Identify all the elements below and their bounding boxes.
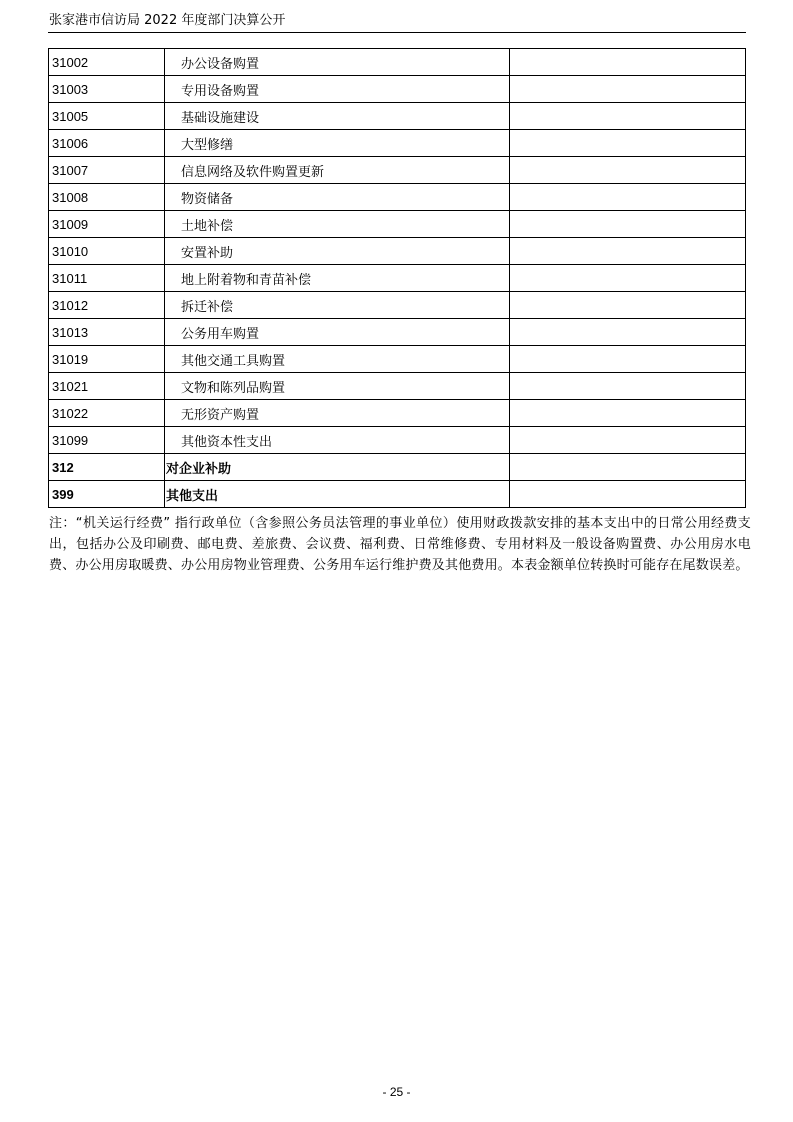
row-code-cell: 31008 bbox=[49, 184, 165, 211]
table-footnote: 注：“机关运行经费” 指行政单位（含参照公务员法管理的事业单位）使用财政拨款安排的基本支出中的日常公用经费支出，包括办公及印刷费、邮电费、差旅费、会议费、福利费、日常维修费、专用材料及一般设备购置费、办公用房水电费、办公用房取暖费、办公用房物业管理费、公务用车运行维护费及其他费用。本表金额单位转换时可能存在尾数误差。 bbox=[49, 516, 751, 573]
row-value-cell bbox=[510, 184, 746, 211]
table-row bbox=[49, 400, 746, 427]
row-code-cell: 31005 bbox=[49, 103, 165, 130]
table-row bbox=[49, 292, 746, 319]
row-code-cell: 31022 bbox=[49, 400, 165, 427]
row-code-cell: 31002 bbox=[49, 49, 165, 76]
row-code-cell: 31003 bbox=[49, 76, 165, 103]
row-name-cell: 公务用车购置 bbox=[165, 319, 510, 346]
row-code-cell: 31010 bbox=[49, 238, 165, 265]
row-name-cell: 安置补助 bbox=[165, 238, 510, 265]
row-value-cell bbox=[510, 238, 746, 265]
table-row bbox=[49, 157, 746, 184]
table-row bbox=[49, 76, 746, 103]
row-code-cell: 31009 bbox=[49, 211, 165, 238]
row-value-cell bbox=[510, 346, 746, 373]
row-value-cell bbox=[510, 400, 746, 427]
row-code-cell: 31006 bbox=[49, 130, 165, 157]
row-value-cell bbox=[510, 157, 746, 184]
table-body bbox=[49, 49, 746, 508]
row-code-cell: 31012 bbox=[49, 292, 165, 319]
row-name-cell: 其他交通工具购置 bbox=[165, 346, 510, 373]
row-code-cell: 31099 bbox=[49, 427, 165, 454]
table-row bbox=[49, 427, 746, 454]
table-row bbox=[49, 373, 746, 400]
row-name-cell: 无形资产购置 bbox=[165, 400, 510, 427]
table-row bbox=[49, 103, 746, 130]
table-row bbox=[49, 481, 746, 508]
row-value-cell bbox=[510, 427, 746, 454]
row-code-cell: 31013 bbox=[49, 319, 165, 346]
table-row bbox=[49, 49, 746, 76]
table-row bbox=[49, 211, 746, 238]
table-row bbox=[49, 184, 746, 211]
row-code-cell: 399 bbox=[49, 481, 165, 508]
row-value-cell bbox=[510, 319, 746, 346]
row-value-cell bbox=[510, 49, 746, 76]
row-value-cell bbox=[510, 130, 746, 157]
table-row bbox=[49, 346, 746, 373]
row-name-cell: 办公设备购置 bbox=[165, 49, 510, 76]
table-row bbox=[49, 319, 746, 346]
row-code-cell: 31011 bbox=[49, 265, 165, 292]
row-name-cell: 大型修缮 bbox=[165, 130, 510, 157]
row-value-cell bbox=[510, 373, 746, 400]
row-value-cell bbox=[510, 292, 746, 319]
row-value-cell bbox=[510, 454, 746, 481]
row-code-cell: 31021 bbox=[49, 373, 165, 400]
row-name-cell: 其他资本性支出 bbox=[165, 427, 510, 454]
row-value-cell bbox=[510, 103, 746, 130]
row-name-cell: 基础设施建设 bbox=[165, 103, 510, 130]
row-name-cell: 文物和陈列品购置 bbox=[165, 373, 510, 400]
row-value-cell bbox=[510, 265, 746, 292]
row-name-cell: 其他支出 bbox=[165, 481, 510, 508]
row-value-cell bbox=[510, 481, 746, 508]
row-name-cell: 地上附着物和青苗补偿 bbox=[165, 265, 510, 292]
expenditure-table bbox=[48, 48, 746, 508]
row-value-cell bbox=[510, 211, 746, 238]
header-divider bbox=[48, 32, 746, 33]
row-code-cell: 312 bbox=[49, 454, 165, 481]
row-code-cell: 31019 bbox=[49, 346, 165, 373]
row-name-cell: 信息网络及软件购置更新 bbox=[165, 157, 510, 184]
page-number: - 25 - bbox=[382, 1085, 411, 1099]
row-name-cell: 对企业补助 bbox=[165, 454, 510, 481]
table-row bbox=[49, 130, 746, 157]
row-value-cell bbox=[510, 76, 746, 103]
table-row bbox=[49, 265, 746, 292]
row-name-cell: 拆迁补偿 bbox=[165, 292, 510, 319]
row-name-cell: 专用设备购置 bbox=[165, 76, 510, 103]
row-code-cell: 31007 bbox=[49, 157, 165, 184]
row-name-cell: 土地补偿 bbox=[165, 211, 510, 238]
table-row bbox=[49, 454, 746, 481]
table-row bbox=[49, 238, 746, 265]
document-header-title: 张家港市信访局 2022 年度部门决算公开 bbox=[49, 13, 286, 28]
row-name-cell: 物资储备 bbox=[165, 184, 510, 211]
